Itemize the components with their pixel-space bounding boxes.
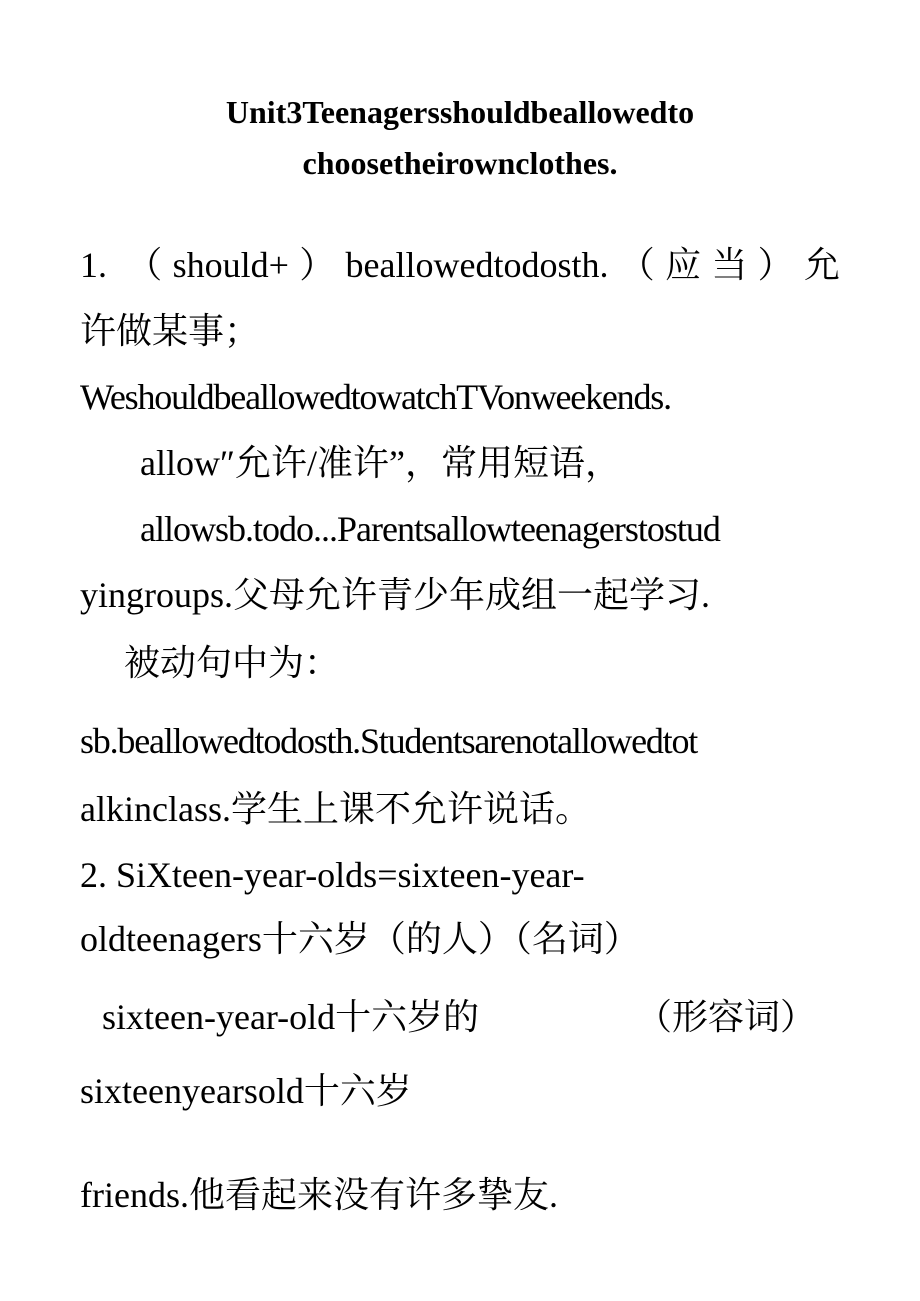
text-line-9: alkinclass.学生上课不允许说话。 <box>80 789 591 829</box>
text-line-14: friends.他看起来没有许多挚友. <box>80 1175 558 1215</box>
text-line-13: sixteenyearsold十六岁 <box>80 1071 412 1111</box>
text-line-3: WeshouldbeallowedtowatchTVonweekends. <box>80 377 671 417</box>
text-line-8: sb.beallowedtodosth.Studentsarenotallowedtot <box>80 721 698 761</box>
text-line-2: 许做某事； <box>80 311 261 351</box>
text-line-6: yingroups.父母允许青少年成组一起学习. <box>80 575 711 615</box>
part-of-speech-label: （形容词） <box>636 997 817 1037</box>
text-line-12-term: sixteen-year-old十六岁的 <box>102 997 480 1037</box>
text-line-12-pos <box>636 995 816 1039</box>
text-line-4: allow″允许/准许”，常用短语， <box>140 443 621 483</box>
text-line-5: allowsb.todo...Parentsallowteenagerstostud <box>140 509 720 549</box>
text-line-11: oldteenagers十六岁（的人）（名词） <box>80 919 640 959</box>
document-title-line-1: Unit3Teenagersshouldbeallowedto <box>225 94 695 130</box>
text-line-7: 被动句中为： <box>124 643 341 683</box>
text-line-10: 2. SiXteen-year-olds=sixteen-year- <box>80 855 585 895</box>
text-line-1: 1. （should+）beallowedtodosth.（应当）允 <box>80 245 840 285</box>
text-line-12 <box>102 995 479 1039</box>
document-title-line-2: choosetheirownclothes. <box>302 145 618 181</box>
